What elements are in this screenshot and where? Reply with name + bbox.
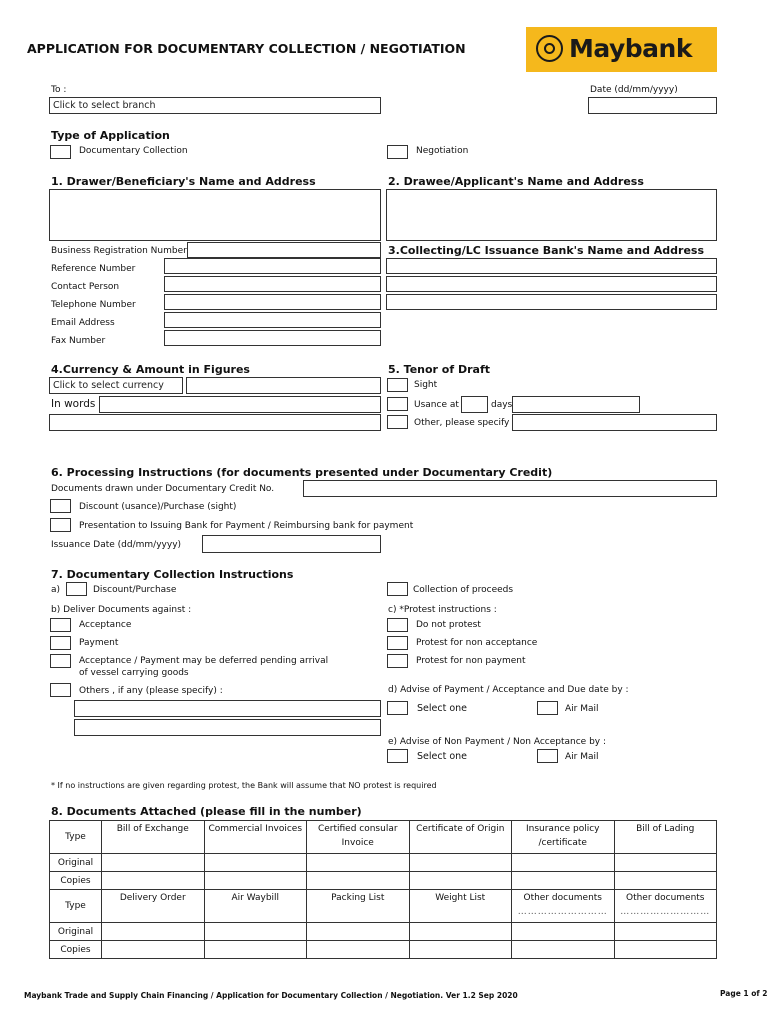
reference-number-label: Reference Number [51,264,136,274]
section3-heading: 3.Collecting/LC Issuance Bank's Name and Address [388,244,705,257]
presentation-label: Presentation to Issuing Bank for Payment / Reimbursing bank for payment [79,521,414,531]
collecting-bank-line-2[interactable] [386,276,717,292]
section7-heading: 7. Documentary Collection Instructions [51,568,294,581]
amount-words-field-2[interactable] [49,414,381,431]
acceptance-label: Acceptance [79,620,132,630]
doc-header: Bill of Exchange [102,821,205,854]
table-row [50,821,717,854]
usance-basis-field[interactable] [512,396,640,413]
doc-header: Delivery Order [102,890,205,923]
amount-figures-field[interactable] [186,377,381,394]
count-cell[interactable] [204,941,307,959]
other-documents-dotted-line[interactable]: ……………………… [620,907,711,917]
section4-heading: 4.Currency & Amount in Figures [51,363,250,376]
count-cell[interactable] [512,923,615,941]
negotiation-checkbox[interactable] [387,145,408,159]
advise-nonpayment-airmail-label: Air Mail [565,752,599,762]
section1-heading: 1. Drawer/Beneficiary's Name and Address [51,175,316,188]
section7-e-label: e) Advise of Non Payment / Non Acceptance by : [388,737,607,747]
doc-header: Weight List [409,890,512,923]
usance-days-field[interactable] [461,396,488,413]
telephone-number-label: Telephone Number [51,300,136,310]
count-cell[interactable] [512,872,615,890]
type-header: Type [50,821,102,854]
section6-heading: 6. Processing Instructions (for documents presented under Documentary Credit) [51,466,553,479]
count-cell[interactable] [102,941,205,959]
doc-header: Certified consular Invoice [307,821,410,854]
advise-payment-checkbox[interactable] [387,701,408,715]
others-field-1[interactable] [74,700,381,717]
drawer-name-address-field[interactable] [49,189,381,241]
section7-d-label: d) Advise of Payment / Acceptance and Due date by : [388,685,629,695]
contact-person-label: Contact Person [51,282,120,292]
protest-non-acceptance-label: Protest for non acceptance [416,638,538,648]
original-label: Original [50,923,102,941]
email-address-label: Email Address [51,318,115,328]
tiger-emblem-icon [536,35,563,62]
count-cell[interactable] [614,872,717,890]
to-label: To : [51,85,67,95]
count-cell[interactable] [204,923,307,941]
section5-heading: 5. Tenor of Draft [388,363,491,376]
section2-heading: 2. Drawee/Applicant's Name and Address [388,175,644,188]
reference-number-field[interactable] [164,258,381,274]
advise-nonpayment-airmail-checkbox[interactable] [537,749,558,763]
protest-non-payment-checkbox[interactable] [387,654,408,668]
doc-header: Other documents [523,893,602,903]
others-field-2[interactable] [74,719,381,736]
branch-select[interactable]: Click to select branch [49,97,381,114]
discount-purchase-label: Discount (usance)/Purchase (sight) [79,502,237,512]
advise-payment-airmail-checkbox[interactable] [537,701,558,715]
count-cell[interactable] [512,854,615,872]
telephone-number-field[interactable] [164,294,381,310]
protest-note: * If no instructions are given regarding protest, the Bank will assume that NO protest is required [51,781,437,790]
sight-checkbox[interactable] [387,378,408,392]
email-address-field[interactable] [164,312,381,328]
type-header: Type [50,890,102,923]
table-row [50,872,717,890]
form-title: APPLICATION FOR DOCUMENTARY COLLECTION / NEGOTIATION [27,41,466,56]
doc-header: Commercial Invoices [204,821,307,854]
collection-of-proceeds-label: Collection of proceeds [413,585,514,595]
table-row [50,941,717,959]
issuance-date-field[interactable] [202,535,381,553]
section7-c-label: c) *Protest instructions : [388,605,497,615]
other-documents-cell [512,890,615,923]
advise-nonpayment-checkbox[interactable] [387,749,408,763]
doc-header: Air Waybill [204,890,307,923]
do-not-protest-checkbox[interactable] [387,618,408,632]
count-cell[interactable] [409,941,512,959]
drawee-name-address-field[interactable] [386,189,717,241]
documentary-collection-label: Documentary Collection [79,146,188,156]
copies-label: Copies [50,872,102,890]
in-words-label: In words [51,398,96,410]
deferred-checkbox[interactable] [50,654,71,668]
copies-label: Copies [50,941,102,959]
count-cell[interactable] [614,923,717,941]
doc-header: Insurance policy /certificate [512,821,615,854]
payment-label: Payment [79,638,119,648]
count-cell[interactable] [409,923,512,941]
other-documents-dotted-line[interactable]: ……………………… [517,907,608,917]
collection-of-proceeds-checkbox[interactable] [387,582,408,596]
acceptance-checkbox[interactable] [50,618,71,632]
advise-nonpayment-select[interactable]: Select one [417,751,468,762]
currency-select[interactable]: Click to select currency [49,377,183,394]
days-label: days [491,400,513,410]
count-cell[interactable] [307,941,410,959]
do-not-protest-label: Do not protest [416,620,481,630]
page-number: Page 1 of 2 [720,989,768,998]
protest-non-payment-label: Protest for non payment [416,656,526,666]
other-documents-cell [614,890,717,923]
protest-non-acceptance-checkbox[interactable] [387,636,408,650]
date-field[interactable] [588,97,717,114]
count-cell[interactable] [307,923,410,941]
discount-purchase-checkbox[interactable] [50,499,71,513]
count-cell[interactable] [614,941,717,959]
logo-text: Maybank [569,34,692,63]
doc-header: Certificate of Origin [409,821,512,854]
discount-purchase-collection-checkbox[interactable] [66,582,87,596]
other-tenor-field[interactable] [512,414,717,431]
original-label: Original [50,854,102,872]
count-cell[interactable] [204,872,307,890]
count-cell[interactable] [614,854,717,872]
doc-header: Bill of Lading [614,821,717,854]
discount-purchase-collection-label: Discount/Purchase [93,585,177,595]
count-cell[interactable] [102,872,205,890]
deferred-label-line2: of vessel carrying goods [79,668,189,678]
table-row [50,923,717,941]
date-label: Date (dd/mm/yyyy) [590,85,678,95]
issuance-date-label: Issuance Date (dd/mm/yyyy) [51,540,182,550]
collecting-bank-line-1[interactable] [386,258,717,274]
count-cell[interactable] [102,923,205,941]
fax-number-label: Fax Number [51,336,106,346]
table-row [50,890,717,923]
fax-number-field[interactable] [164,330,381,346]
other-tenor-label: Other, please specify [414,418,510,428]
doc-header: Packing List [307,890,410,923]
others-checkbox[interactable] [50,683,71,697]
maybank-logo [526,27,717,72]
count-cell[interactable] [409,872,512,890]
count-cell[interactable] [307,872,410,890]
lc-number-field[interactable] [303,480,717,497]
collecting-bank-line-3[interactable] [386,294,717,310]
payment-checkbox[interactable] [50,636,71,650]
count-cell[interactable] [409,854,512,872]
others-label: Others , if any (please specify) : [79,686,223,696]
other-tenor-checkbox[interactable] [387,415,408,429]
footer-text: Maybank Trade and Supply Chain Financing / Application for Documentary Collection / Negotiation. Ver 1.2 Sep 2020 [24,991,518,1000]
business-registration-label: Business Registration Number [51,246,187,256]
contact-person-field[interactable] [164,276,381,292]
lc-number-label: Documents drawn under Documentary Credit No. [51,484,275,494]
advise-payment-select[interactable]: Select one [417,703,468,714]
advise-payment-airmail-label: Air Mail [565,704,599,714]
count-cell[interactable] [204,854,307,872]
type-of-application-heading: Type of Application [51,129,170,142]
documentary-collection-checkbox[interactable] [50,145,71,159]
table-row [50,854,717,872]
section7-a-label: a) [51,585,61,595]
presentation-checkbox[interactable] [50,518,71,532]
count-cell[interactable] [307,854,410,872]
sight-label: Sight [414,380,438,390]
count-cell[interactable] [102,854,205,872]
negotiation-label: Negotiation [416,146,469,156]
section7-b-label: b) Deliver Documents against : [51,605,192,615]
doc-header: Other documents [625,893,705,903]
section8-heading: 8. Documents Attached (please fill in the number) [51,805,362,818]
usance-checkbox[interactable] [387,397,408,411]
usance-label: Usance at [414,400,459,410]
amount-words-field-1[interactable] [99,396,381,413]
count-cell[interactable] [512,941,615,959]
documents-attached-table [49,820,717,959]
deferred-label-line1: Acceptance / Payment may be deferred pending arrival [79,656,329,666]
business-registration-field[interactable] [187,242,381,258]
